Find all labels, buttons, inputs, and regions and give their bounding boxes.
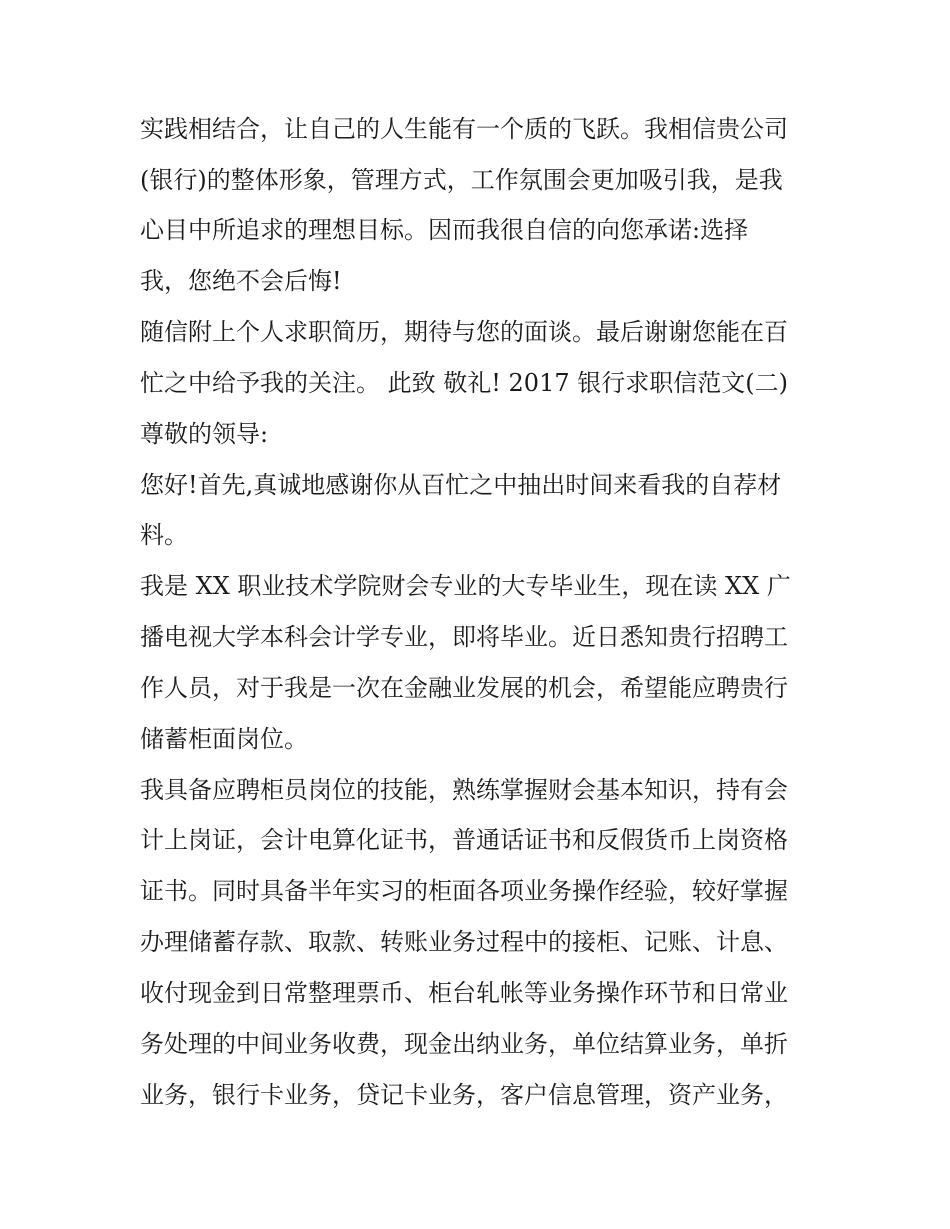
text-line: 随信附上个人求职简历，期待与您的面谈。最后谢谢您能在百: [140, 318, 788, 346]
text-line: 心目中所追求的理想目标。因而我很自信的向您承诺:选择: [140, 216, 749, 244]
text-line: (银行)的整体形象，管理方式，工作氛围会更加吸引我，是我: [140, 166, 783, 194]
text-line: 证书。同时具备半年实习的柜面各项业务操作经验，较好掌握: [140, 877, 788, 905]
text-line: 料。: [140, 521, 188, 549]
text-line: 我，您绝不会后悔!: [140, 267, 342, 295]
text-line: 作人员，对于我是一次在金融业发展的机会，希望能应聘贵行: [140, 674, 788, 702]
salutation: 尊敬的领导:: [140, 420, 269, 448]
text-line: 您好!首先,真诚地感谢你从百忙之中抽出时间来看我的自荐材: [140, 471, 782, 499]
text-line: 收付现金到日常整理票币、柜台轧帐等业务操作环节和日常业: [140, 979, 788, 1007]
text-line: 业务，银行卡业务，贷记卡业务，客户信息管理，资产业务，: [140, 1081, 788, 1109]
text-line: 我具备应聘柜员岗位的技能，熟练掌握财会基本知识，持有会: [140, 776, 788, 804]
text-line: 计上岗证，会计电算化证书，普通话证书和反假货币上岗资格: [140, 826, 788, 854]
text-line: 办理储蓄存款、取款、转账业务过程中的接柜、记账、计息、: [140, 928, 788, 956]
text-line: 忙之中给予我的关注。 此致 敬礼! 2017 银行求职信范文(二): [140, 369, 788, 397]
text-line: 我是 XX 职业技术学院财会专业的大专毕业生，现在读 XX 广: [140, 572, 791, 600]
text-line: 播电视大学本科会计学专业，即将毕业。近日悉知贵行招聘工: [140, 623, 788, 651]
text-line: 务处理的中间业务收费，现金出纳业务，单位结算业务，单折: [140, 1030, 788, 1058]
text-line: 储蓄柜面岗位。: [140, 725, 308, 753]
text-line: 实践相结合，让自己的人生能有一个质的飞跃。我相信贵公司: [140, 115, 788, 143]
